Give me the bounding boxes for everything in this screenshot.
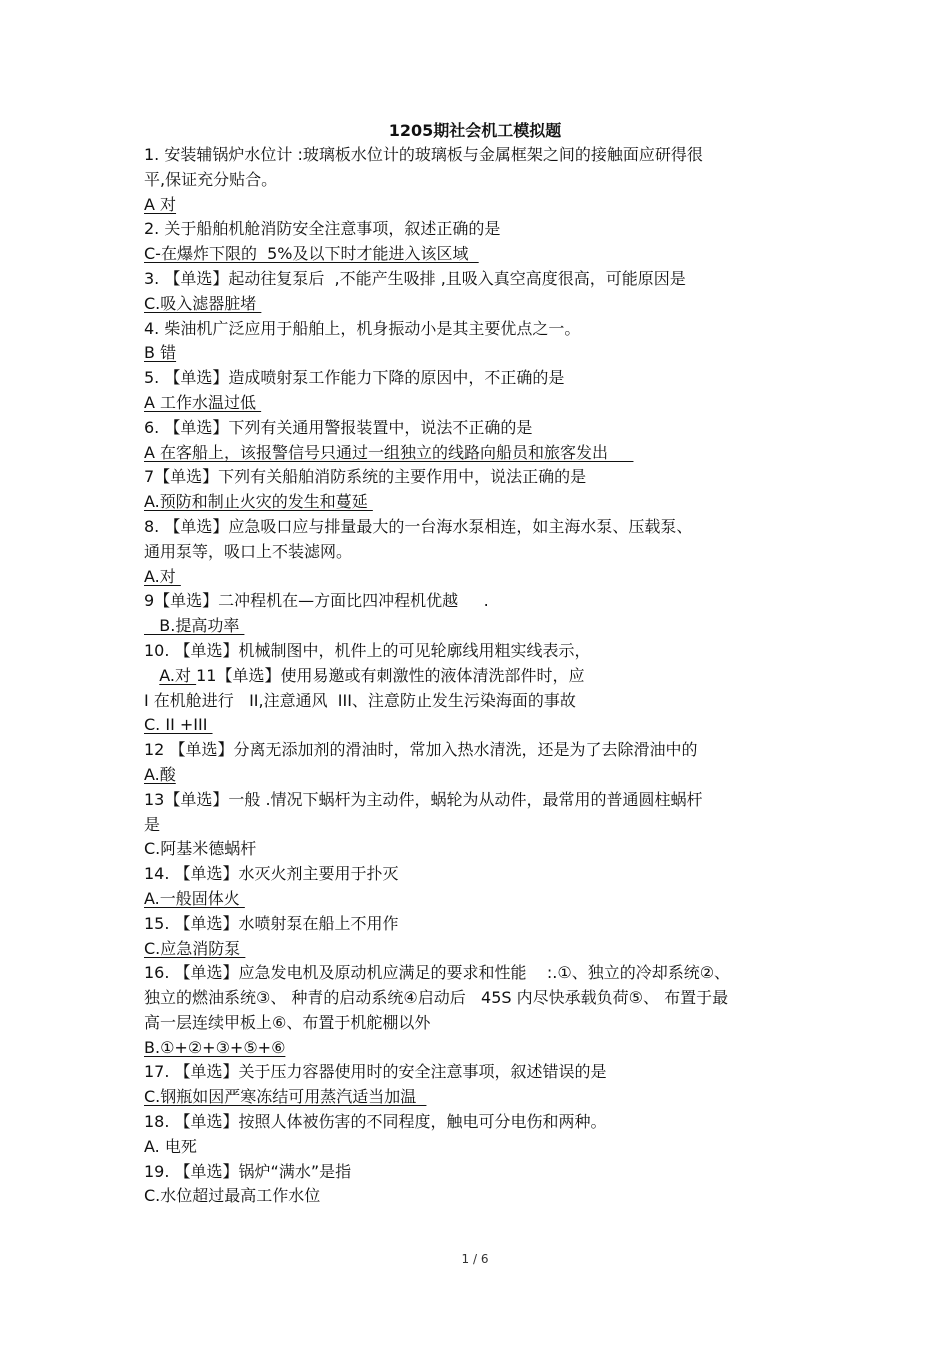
question-list: [144, 143, 814, 1209]
line-text: 高一层连续甲板上⑥、布置于机舵棚以外: [144, 1012, 431, 1032]
question-line: [144, 267, 814, 292]
answer-text: A.预防和制止火灾的发生和蔓延: [144, 492, 373, 512]
answer-text: A.一般固体火: [144, 888, 245, 908]
line-text: 6. 【单选】下列有关通用警报装置中，说法不正确的是: [144, 417, 533, 437]
line-text: I 在机舱进行 II,注意通风 III、注意防止发生污染海面的事故: [144, 690, 576, 710]
line-text: 通用泵等，吸口上不装滤网。: [144, 541, 353, 561]
answer-line: [144, 614, 814, 639]
page-number: 1 / 6: [461, 1252, 489, 1266]
question-line: [144, 589, 814, 614]
question-line: [144, 639, 814, 664]
line-text: 10. 【单选】机械制图中，机件上的可见轮廓线用粗实线表示，: [144, 640, 591, 660]
line-text: A. 电死: [144, 1136, 197, 1156]
question-line: [144, 366, 814, 391]
answer-line: [144, 1036, 814, 1061]
answer-text: B.提高功率: [144, 616, 245, 636]
answer-text: A 对: [144, 194, 177, 214]
answer-text: C.吸入滤器脏堵: [144, 293, 262, 313]
answer-text: C.应急消防泵: [144, 938, 246, 958]
question-line: [144, 1135, 814, 1160]
answer-line: [144, 937, 814, 962]
question-line: [144, 1060, 814, 1085]
question-line: [144, 1184, 814, 1209]
line-text: 平,保证充分贴合。: [144, 169, 278, 189]
line-text: 13【单选】一般 .情况下蜗杆为主动件，蜗轮为从动件，最常用的普通圆柱蜗杆: [144, 789, 703, 809]
line-text: 12 【单选】分离无添加剂的滑油时，常加入热水清洗，还是为了去除滑油中的: [144, 740, 698, 760]
answer-line: [144, 242, 814, 267]
question-line: [144, 738, 814, 763]
question-line: [144, 986, 814, 1011]
line-continuation: 11【单选】使用易邀或有刺激性的液体清洗部件时，应: [196, 665, 585, 685]
answer-text: A.酸: [144, 764, 176, 784]
question-line: [144, 1011, 814, 1036]
answer-line: [144, 565, 814, 590]
line-text: 14. 【单选】水灭火剂主要用于扑灭: [144, 864, 399, 884]
question-line: [144, 540, 814, 565]
question-line: [144, 465, 814, 490]
answer-text: A.对: [144, 566, 181, 586]
line-text: 19. 【单选】锅炉“满水”是指: [144, 1161, 352, 1181]
answer-text: A 工作水温过低: [144, 392, 262, 412]
answer-line: [144, 887, 814, 912]
answer-text: B 错: [144, 343, 177, 363]
line-text: 8. 【单选】应急吸口应与排量最大的一台海水泵相连，如主海水泵、压载泵、: [144, 516, 693, 536]
question-line: [144, 416, 814, 441]
question-line: [144, 1110, 814, 1135]
question-line: [144, 862, 814, 887]
question-line: [144, 664, 814, 689]
answer-line: [144, 713, 814, 738]
answer-text: C-在爆炸下限的 5%及以下时才能进入该区域: [144, 244, 479, 264]
line-text: 2. 关于船舶机舱消防安全注意事项，叙述正确的是: [144, 219, 501, 239]
question-line: [144, 788, 814, 813]
answer-line: [144, 490, 814, 515]
line-text: 3. 【单选】起动往复泵后 ,不能产生吸排 ,且吸入真空高度很高，可能原因是: [144, 268, 686, 288]
question-line: [144, 217, 814, 242]
line-text: 15. 【单选】水喷射泵在船上不用作: [144, 913, 399, 933]
answer-text: B.①+②+③+⑤+⑥: [144, 1037, 286, 1057]
answer-line: [144, 441, 814, 466]
line-text: 独立的燃油系统③、 种青的启动系统④启动后 45S 内尽快承载负荷⑤、 布置于最: [144, 988, 729, 1008]
answer-text: C.钢瓶如因严寒冻结可用蒸汽适当加温: [144, 1087, 427, 1107]
line-text: 5. 【单选】造成喷射泵工作能力下降的原因中，不正确的是: [144, 368, 565, 388]
line-text: C.阿基米德蜗杆: [144, 839, 257, 859]
question-line: [144, 813, 814, 838]
question-line: [144, 689, 814, 714]
line-text: 4. 柴油机广泛应用于船舶上，机身振动小是其主要优点之一。: [144, 318, 581, 338]
answer-line: [144, 1085, 814, 1110]
document-title: 1205期社会机工模拟题: [388, 121, 562, 140]
line-text: 9【单选】二冲程机在—方面比四冲程机优越 .: [144, 591, 489, 611]
question-line: [144, 168, 814, 193]
question-line: [144, 1160, 814, 1185]
line-text: 18. 【单选】按照人体被伤害的不同程度，触电可分电伤和两种。: [144, 1112, 607, 1132]
line-text: 7【单选】下列有关船舶消防系统的主要作用中，说法正确的是: [144, 467, 587, 487]
line-text: C.水位超过最高工作水位: [144, 1186, 321, 1206]
answer-text: A 在客船上，该报警信号只通过一组独立的线路向船员和旅客发出: [144, 442, 634, 462]
line-text: 1. 安装辅锅炉水位计 :玻璃板水位计的玻璃板与金属框架之间的接触面应研得很: [144, 145, 703, 164]
line-text: 17. 【单选】关于压力容器使用时的安全注意事项，叙述错误的是: [144, 1062, 607, 1082]
answer-line: [144, 341, 814, 366]
line-text: 是: [144, 814, 161, 834]
inline-answer: A.对: [159, 665, 197, 685]
line-text: 16. 【单选】应急发电机及原动机应满足的要求和性能 :.①、独立的冷却系统②、: [144, 963, 731, 983]
answer-text: C. II +III: [144, 715, 213, 735]
question-line: [144, 317, 814, 342]
question-line: [144, 143, 814, 168]
question-line: [144, 912, 814, 937]
question-line: [144, 837, 814, 862]
line-prefix: [144, 666, 159, 685]
answer-line: [144, 292, 814, 317]
answer-line: [144, 763, 814, 788]
answer-line: [144, 193, 814, 218]
answer-line: [144, 391, 814, 416]
question-line: [144, 515, 814, 540]
question-line: [144, 961, 814, 986]
